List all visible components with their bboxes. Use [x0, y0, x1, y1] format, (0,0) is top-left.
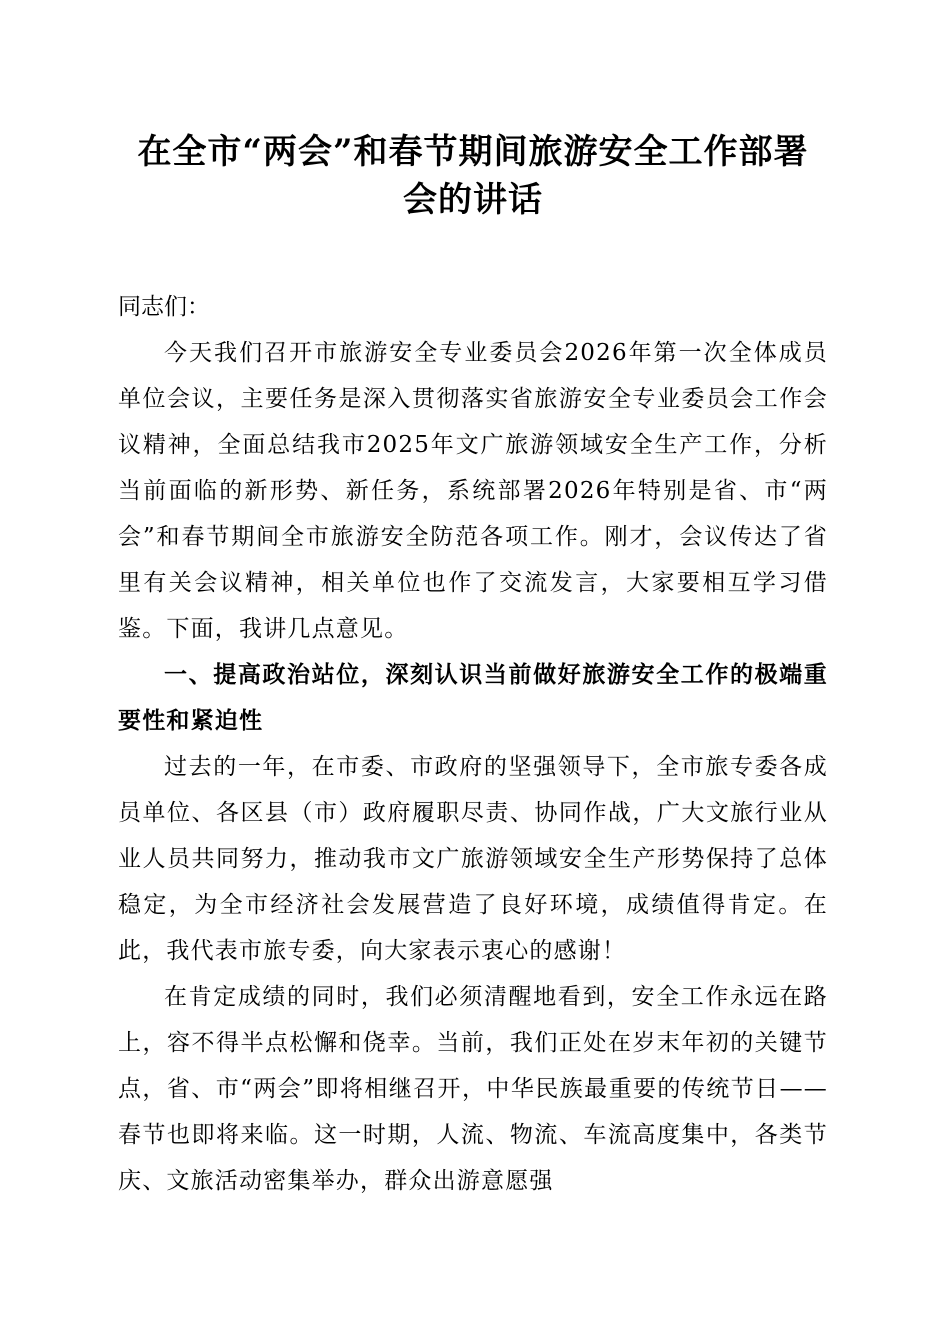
document-title — [118, 128, 828, 224]
document-title-line-2: 会的讲话 — [403, 180, 543, 220]
document-title-line-1: 在全市“两会”和春节期间旅游安全工作部署 — [137, 132, 809, 172]
intro-paragraph: 今天我们召开市旅游安全专业委员会2026年第一次全体成员单位会议，主要任务是深入贯彻落实省旅游安全专业委员会工作会议精神，全面总结我市2025年文广旅游领域安全生产工作，分析当前面临的新形势、新任务，系统部署2026年特别是省、市“两会”和春节期间全市旅游安全防范各项工作。刚才，会议传达了省里有关会议精神，相关单位也作了交流发言，大家要相互学习借鉴。下面，我讲几点意见。 — [118, 340, 828, 642]
situation-paragraph: 在肯定成绩的同时，我们必须清醒地看到，安全工作永远在路上，容不得半点松懈和侥幸。当前，我们正处在岁末年初的关键节点，省、市“两会”即将相继召开，中华民族最重要的传统节日——春节也即将来临。这一时期，人流、物流、车流高度集中，各类节庆、文旅活动密集举办，群众出游意愿强 — [118, 984, 828, 1194]
section-heading-1: 一、提高政治站位，深刻认识当前做好旅游安全工作的极端重要性和紧迫性 — [118, 662, 828, 734]
salutation: 同志们： — [118, 294, 210, 320]
review-paragraph: 过去的一年，在市委、市政府的坚强领导下，全市旅专委各成员单位、各区县（市）政府履职尽责、协同作战，广大文旅行业从业人员共同努力，推动我市文广旅游领域安全生产形势保持了总体稳定，为全市经济社会发展营造了良好环境，成绩值得肯定。在此，我代表市旅专委，向大家表示衷心的感谢！ — [118, 754, 828, 964]
document-page — [118, 128, 828, 1204]
